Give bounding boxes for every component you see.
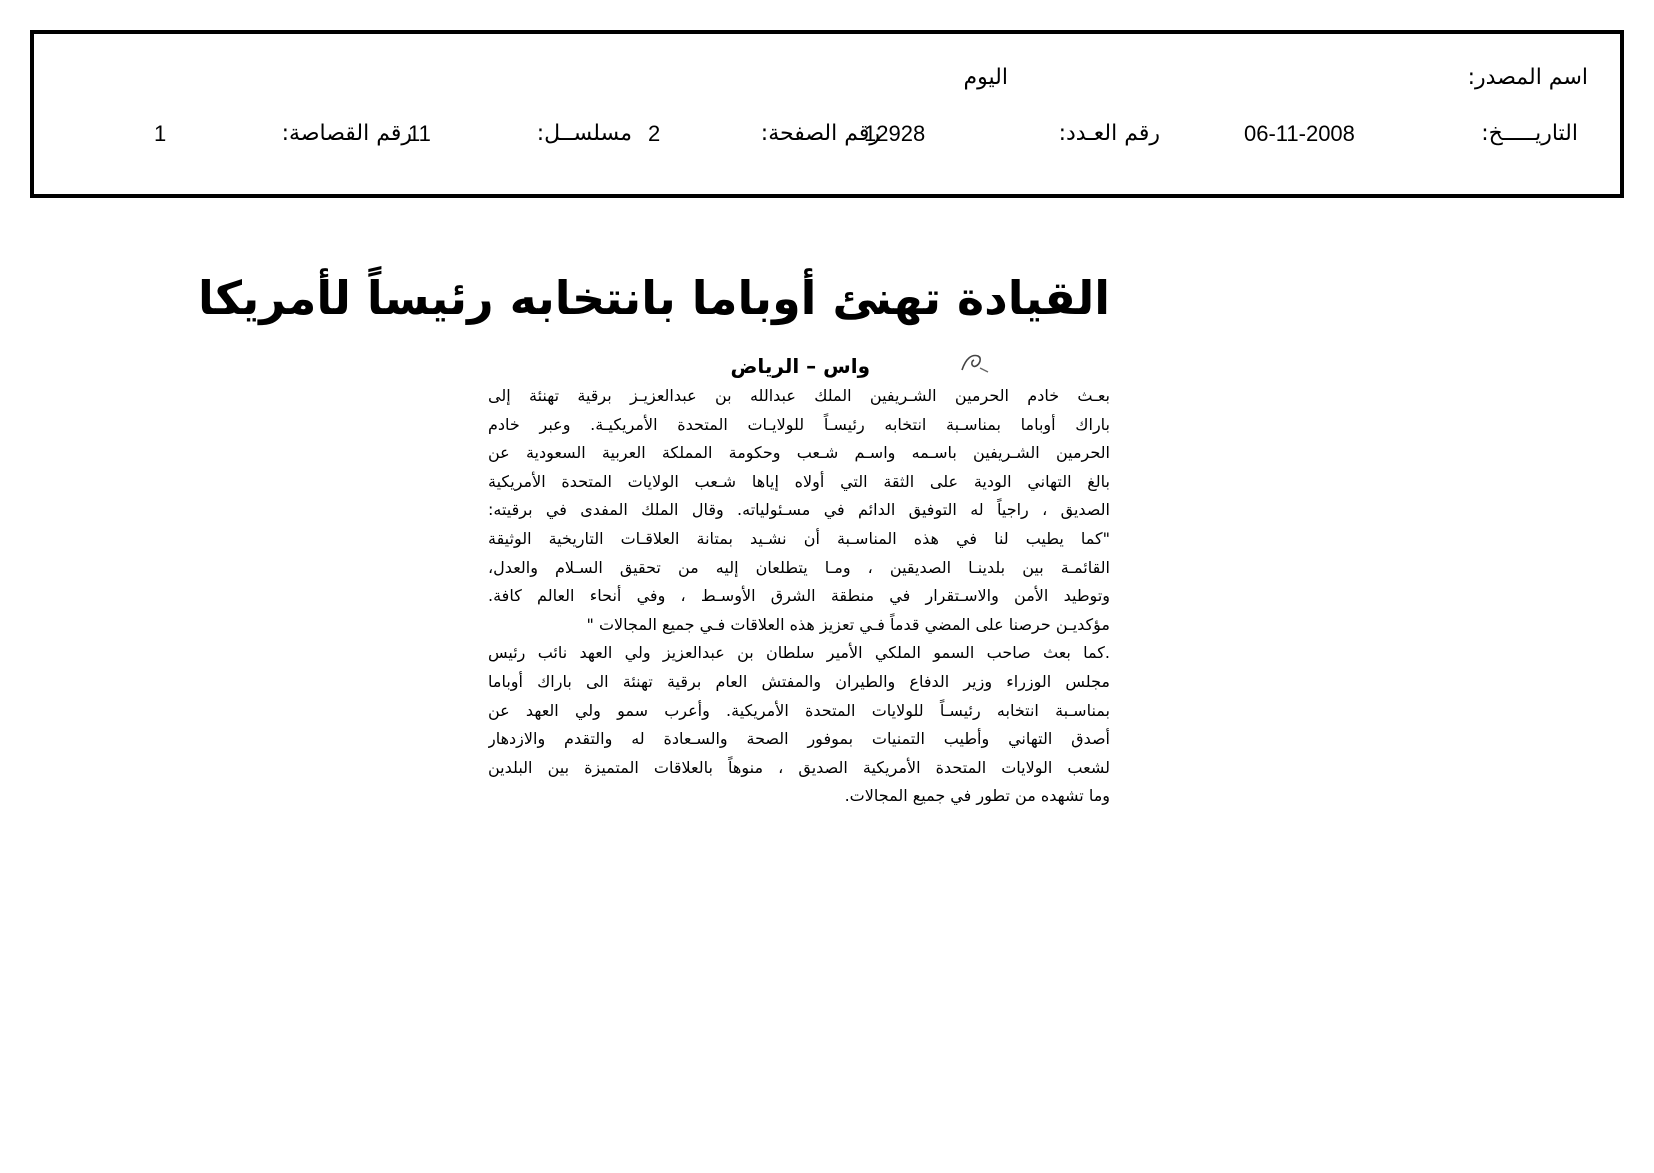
date-value: 06-11-2008 [1244,121,1355,146]
clipping-header [30,30,1624,198]
article-line: مؤكديـن حرصنا على المضي قدماً فـي تعزيز هذه العلاقات فـي جميع المجالات " [586,614,1110,634]
article-line: مجلس الوزراء وزير الدفاع والطيران والمفتش العام برقية تهنئة الى باراك أوباما [488,671,1110,691]
article-line: أصدق التهاني وأطيب التمنيات بموفور الصحة والسـعادة له والتقدم والازدهار [488,729,1110,749]
source-value: اليوم [963,65,1008,90]
serial-label: مسلســل: [536,121,632,146]
article-line: وما تشهده من تطور في جميع المجالات. [844,786,1110,806]
article-line: باراك أوباما بمناسـبة انتخابه رئيسـاً للولايـات المتحدة الأمريكيـة. وعبر خادم [488,414,1110,434]
clip-label: رقم القصاصة: [281,121,412,146]
article-line: "كما يطيب لنا في هذه المناسـبة أن نشـيد بمتانة العلاقـات التاريخية الوثيقة [488,528,1110,548]
article-line: بمناسـبة انتخابه رئيسـاً للولايات المتحدة الأمريكية. وأعرب سمو ولي العهد عن [488,700,1110,720]
scan-mark-icon [958,348,992,378]
page-value: 2 [648,121,661,146]
article-line: بعـث خادم الحرمين الشـريفين الملك عبدالله بن عبدالعزيـز برقية تهنئة إلى [488,386,1110,405]
article-body [488,382,1110,811]
serial-value: 11 [408,121,431,146]
article-line: لشعب الولايات المتحدة الأمريكية الصديق ، منوهاً بالعلاقات المتميزة بين البلدين [488,757,1110,777]
date-label: التاريـــــخ: [1481,121,1578,146]
article-line: الحرمين الشـريفين باسـمه واسـم شـعب وحكومة المملكة العربية السعودية عن [488,443,1110,463]
issue-label: رقم العـدد: [1058,121,1160,146]
page-label: رقم الصفحة: [760,121,880,146]
article-headline: القيادة تهنئ أوباما بانتخابه رئيساً لأمريكا [197,271,1110,325]
article-line: الصديق ، راجياً له التوفيق الدائم في مسـئولياته. وقال الملك المفدى في برقيته: [488,500,1110,520]
article-line: بالغ التهاني الودية على الثقة التي أولاه إياها شـعب الولايات المتحدة الأمريكية [488,471,1110,491]
issue-value: 12928 [864,121,926,146]
article-line: وتوطيد الأمن والاسـتقرار في منطقة الشرق الأوسـط ، وفي أنحاء العالم كافة. [488,586,1110,606]
article-line: .كما بعث صاحب السمو الملكي الأمير سلطان بن عبدالعزيز ولي العهد نائب رئيس [488,643,1110,663]
article-byline: واس – الرياض [730,354,870,378]
article-line: القائمـة بين بلدينـا الصديقين ، ومـا يتطلعان إليه من تحقيق السـلام والعدل، [488,557,1110,577]
clip-value: 1 [154,121,167,146]
source-label: اسم المصدر: [1467,65,1588,90]
